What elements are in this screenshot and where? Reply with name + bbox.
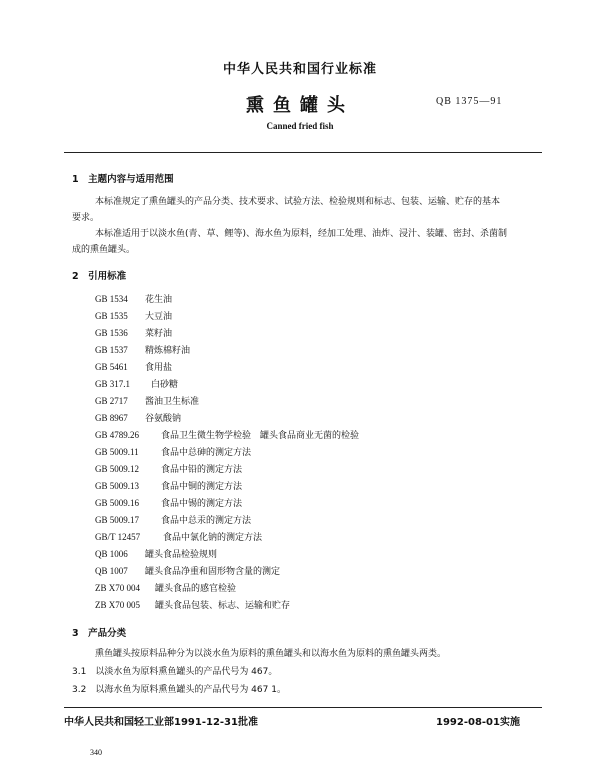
issued-by: 中华人民共和国轻工业部1991-12-31批准 (64, 717, 258, 728)
reference-name: 食品中铜的测定方法 (161, 482, 243, 492)
reference-code: GB 5009.16 (95, 498, 140, 508)
reference-item (95, 377, 178, 390)
reference-code: GB 4789.26 (95, 430, 140, 440)
reference-item (95, 479, 242, 492)
reference-item (95, 445, 251, 458)
section-1-para-1-line-1: 本标准规定了熏鱼罐头的产品分类、技术要求、试验方法、检验规则和标志、包装、运输、贮存的基本 (95, 197, 501, 207)
reference-code: GB 2717 (95, 396, 128, 406)
footer-divider (64, 707, 542, 708)
reference-name: 食品中锡的测定方法 (161, 499, 243, 509)
reference-item (95, 326, 172, 339)
reference-item (95, 292, 172, 305)
reference-item (95, 394, 199, 407)
reference-item (95, 360, 172, 373)
document-title: 熏鱼罐头 (246, 95, 354, 116)
reference-item (95, 309, 172, 322)
reference-code: GB 8967 (95, 413, 128, 423)
reference-name: 白砂糖 (151, 380, 179, 390)
reference-code: GB/T 12457 (95, 532, 141, 542)
reference-item (95, 496, 242, 509)
reference-code: GB 5009.11 (95, 447, 139, 457)
reference-code: GB 5009.12 (95, 464, 140, 474)
header-divider (64, 152, 542, 153)
section-3-heading: 3 产品分类 (72, 628, 127, 639)
section-1-para-1-line-2: 要求。 (72, 213, 100, 223)
reference-name: 大豆油 (145, 312, 173, 322)
standard-code: QB 1375—91 (436, 96, 503, 107)
reference-code: GB 5009.13 (95, 481, 140, 491)
reference-name: 食品中铅的测定方法 (161, 465, 243, 475)
reference-code: GB 5009.17 (95, 515, 140, 525)
reference-name: 花生油 (145, 295, 173, 305)
reference-name: 食用盐 (145, 363, 173, 373)
reference-name: 菜籽油 (145, 329, 173, 339)
reference-item (95, 462, 242, 475)
document-title-english: Canned fried fish (266, 121, 334, 131)
reference-code: GB 317.1 (95, 379, 131, 389)
section-2-heading: 2 引用标准 (72, 271, 127, 282)
reference-code: GB 1536 (95, 328, 128, 338)
reference-name: 食品中总汞的测定方法 (161, 516, 252, 526)
section-3-item-1: 3.1 以淡水鱼为原料熏鱼罐头的产品代号为 467。 (72, 667, 278, 677)
national-standard-heading: 中华人民共和国行业标准 (222, 62, 377, 77)
reference-code: QB 1006 (95, 549, 128, 559)
section-1-para-2-line-2: 成的熏鱼罐头。 (72, 245, 136, 255)
page-number: 340 (90, 748, 102, 757)
reference-code: ZB X70 004 (95, 583, 140, 593)
section-3-item-2: 3.2 以海水鱼为原料熏鱼罐头的产品代号为 467 1。 (72, 685, 286, 695)
reference-name: 罐头食品包装、标志、运输和贮存 (155, 601, 291, 611)
reference-item (95, 581, 236, 594)
effective-date: 1992-08-01实施 (436, 717, 520, 728)
reference-name: 食品中总砷的测定方法 (161, 448, 252, 458)
reference-item (95, 598, 290, 611)
section-1-heading: 1 主题内容与适用范围 (72, 174, 174, 185)
reference-item (95, 513, 251, 526)
reference-code: ZB X70 005 (95, 600, 140, 610)
reference-name: 精炼棉籽油 (145, 346, 191, 356)
reference-item (95, 530, 262, 543)
reference-name: 酱油卫生标准 (145, 397, 200, 407)
reference-item (95, 428, 359, 441)
reference-name: 罐头食品检验规则 (145, 550, 218, 560)
reference-code: GB 1534 (95, 294, 128, 304)
reference-name: 食品卫生微生物学检验 罐头食品商业无菌的检验 (161, 431, 360, 441)
reference-code: GB 5461 (95, 362, 128, 372)
section-3-para: 熏鱼罐头按原料品种分为以淡水鱼为原料的熏鱼罐头和以海水鱼为原料的熏鱼罐头两类。 (95, 649, 447, 659)
reference-item (95, 547, 217, 560)
reference-item (95, 564, 280, 577)
reference-code: GB 1535 (95, 311, 128, 321)
reference-item (95, 343, 190, 356)
section-1-para-2-line-1: 本标准适用于以淡水鱼(青、草、鲤等)、海水鱼为原料，经加工处理、油炸、浸汁、装罐、密封、杀菌制 (95, 229, 508, 239)
reference-name: 谷氨酸钠 (145, 414, 182, 424)
reference-code: GB 1537 (95, 345, 128, 355)
reference-item (95, 411, 181, 424)
reference-name: 罐头食品的感官检验 (155, 584, 237, 594)
reference-name: 罐头食品净重和固形物含量的测定 (145, 567, 281, 577)
reference-code: QB 1007 (95, 566, 128, 576)
reference-name: 食品中氯化钠的测定方法 (163, 533, 263, 543)
